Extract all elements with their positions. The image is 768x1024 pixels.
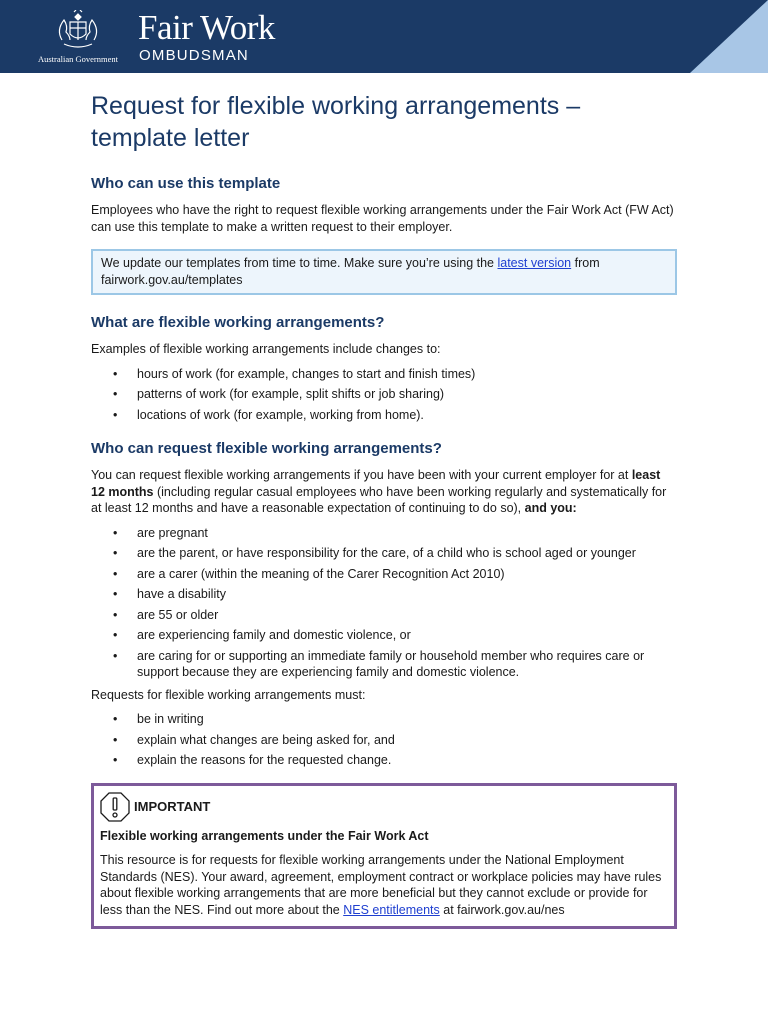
bullet-icon: • <box>113 712 118 726</box>
bullet-icon: • <box>113 546 118 560</box>
what-are-list <box>91 366 677 424</box>
list-item: • are pregnant <box>113 525 208 540</box>
important-body: This resource is for requests for flexible working arrangements under the National Employment Standards (NES). Your award, agreement, employment contract or workplace policies may have rules about flexible working arrangements that are more beneficial but they cannot exclude or provide for less than the NES. Find out more about the NES entitlements at fairwork.gov.au/nes <box>100 853 662 917</box>
heading-what-are: What are flexible working arrangements? <box>91 314 385 331</box>
list-item: • are caring for or supporting an immediate family or household member who requires care or support because they are experiencing family and domestic violence. <box>113 648 645 679</box>
important-box <box>91 783 677 930</box>
warning-octagon-icon <box>100 792 130 822</box>
list-item: • are 55 or older <box>113 607 219 622</box>
update-note-text-after: from fairwork.gov.au/templates <box>101 256 600 287</box>
bullet-icon: • <box>113 628 118 642</box>
who-can-request-intro: You can request flexible working arrangements if you have been with your current employer for at least 12 months (including regular casual employees who have been working regularly and systematically for at least 12 months and have a reasonable expectation of continuing to do so), and you: <box>91 468 667 515</box>
nes-entitlements-link[interactable]: NES entitlements <box>343 902 440 917</box>
bullet-icon: • <box>113 407 118 422</box>
list-item: • explain what changes are being asked for, and <box>113 732 395 747</box>
bullet-icon: • <box>113 732 118 747</box>
list-item: • hours of work (for example, changes to start and finish times) <box>113 366 476 381</box>
list-item: • are a carer (within the meaning of the Carer Recognition Act 2010) <box>113 566 505 581</box>
brand-subtitle: OMBUDSMAN <box>139 47 249 64</box>
important-header <box>100 790 666 824</box>
bullet-icon: • <box>113 648 118 663</box>
bullet-icon: • <box>113 366 118 381</box>
latest-version-link[interactable]: latest version <box>497 256 572 270</box>
document-body <box>91 90 677 929</box>
who-can-use-body: Employees who have the right to request flexible working arrangements under the Fair Work Act (FW Act) can use this template to make a written request to their employer. <box>91 203 674 234</box>
header-accent-triangle <box>690 0 768 73</box>
heading-who-can-request: Who can request flexible working arrangements? <box>91 440 442 457</box>
update-note-box <box>91 249 677 295</box>
list-item: • patterns of work (for example, split shifts or job sharing) <box>113 387 445 401</box>
bullet-icon: • <box>113 525 118 540</box>
important-label: IMPORTANT <box>134 799 211 814</box>
bullet-icon: • <box>113 387 118 401</box>
update-note-text-before: We update our templates from time to time. Make sure you’re using the <box>101 256 498 270</box>
what-are-intro: Examples of flexible working arrangements include changes to: <box>91 342 441 356</box>
list-item: • be in writing <box>113 712 204 726</box>
bullet-icon: • <box>113 753 118 767</box>
bullet-icon: • <box>113 587 118 601</box>
list-item: • are experiencing family and domestic violence, or <box>113 628 411 642</box>
must-intro: Requests for flexible working arrangements must: <box>91 687 366 702</box>
government-crest <box>30 10 126 64</box>
heading-who-can-use: Who can use this template <box>91 175 281 192</box>
coat-of-arms-icon <box>52 10 104 50</box>
government-label: Australian Government <box>37 54 119 64</box>
list-item: • have a disability <box>113 587 226 601</box>
bullet-icon: • <box>113 607 118 622</box>
eligibility-list <box>91 525 677 681</box>
header-banner <box>0 0 768 73</box>
list-item: • are the parent, or have responsibility for the care, of a child who is school aged or younger <box>113 546 636 560</box>
important-subheading: Flexible working arrangements under the Fair Work Act <box>100 828 429 843</box>
bullet-icon: • <box>113 566 118 581</box>
list-item: • locations of work (for example, working from home). <box>113 407 424 422</box>
page-title: Request for flexible working arrangements – template letter <box>91 92 581 152</box>
requirements-list <box>91 711 677 769</box>
list-item: • explain the reasons for the requested change. <box>113 753 392 767</box>
brand-name[interactable]: Fair Work <box>138 8 275 47</box>
